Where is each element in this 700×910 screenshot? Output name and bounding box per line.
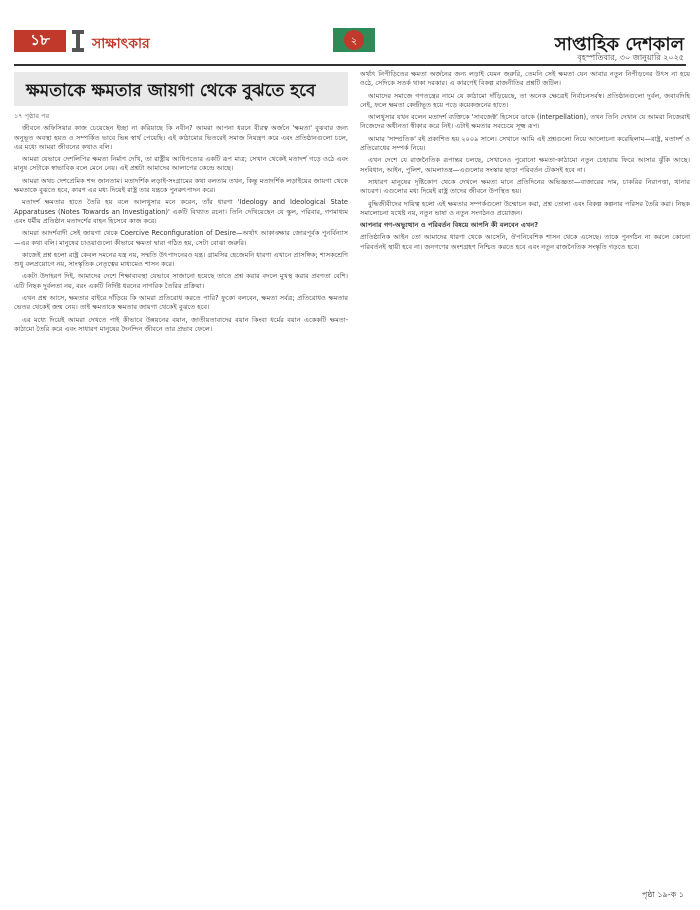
masthead: সাপ্তাহিক দেশকাল [554, 34, 684, 55]
paragraph: আলথুসার যখন বলেন মতাদর্শ ব্যক্তিকে 'সাবজেক্ট' হিসেবে ডাকে (interpellation), তখন তিনি দেখান যে আমরা নিজেরাই নিজেদের অধীনতা স্বীকার করে নিই। এটাই ক্ষমতার সবচেয়ে সূক্ষ্ম রূপ। [360, 113, 690, 131]
header-rule [14, 64, 686, 66]
continued-to: পৃষ্ঠা ১৯-ক ১ [641, 890, 684, 899]
article-column-left [14, 112, 348, 900]
paragraph: অর্থাৎ নিপীড়িতের ক্ষমতা অর্জনের জন্য লড়াই যেমন জরুরি, তেমনি সেই ক্ষমতা যেন আবার নতুন নিপীড়নের উৎস না হয়ে ওঠে, সেদিকে সতর্ক থাকা দরকার। এ কারণেই বিকল্প রাজনীতির প্রশ্নটি জটিল। [360, 70, 690, 88]
paragraph: বুদ্ধিজীবীদের দায়িত্ব হলো এই ক্ষমতার সম্পর্কগুলো উন্মোচন করা, প্রশ্ন তোলা এবং বিকল্প কল্পনার পরিসর তৈরি করা। নিছক সমালোচনা যথেষ্ট নয়, নতুন ভাষা ও নতুন সংগঠনও প্রয়োজন। [360, 199, 690, 217]
svg-text:২: ২ [350, 36, 358, 47]
paragraph: জীবনে অফিসিয়ার কাজ চেয়েছেন ইচ্ছা না করিয়াছে কি নবীন? আমরা আপনা ধরনে বীরত্ব অর্জনে 'ক্ষমতা' বুঝবার জন্য অনুভূত অবস্থা হয়ত ও সম্পর্কিত ভাবে ভিন্ন স্বার্থ পেয়েছি। এই কাঠামোর ভিতরেই সমাজ নিয়ন্ত্রণ করে এবং প্রতিষ্ঠানগুলো চলে, এর মধ্যে আমরা জীবনের কথাও বলি। [14, 124, 348, 151]
paragraph: একটা উদাহরণ দিই, আমাদের দেশে শিক্ষাব্যবস্থা যেভাবে সাজানো হয়েছে তাতে প্রশ্ন করার বদলে মুখস্থ করার প্রবণতা বেশি। এটি নিছক দুর্বলতা নয়, বরং একটি নির্দিষ্ট ধরনের নাগরিক তৈরির প্রক্রিয়া। [14, 272, 348, 290]
paragraph: আমরা আদর্শবাদী সেই জায়গা থেকে Coercive Reconfiguration of Desire—অর্থাৎ আকাঙ্ক্ষার জোরপূর্বক পুনর্বিন্যাস—এর কথা বলি। মানুষের চাওয়াগুলো কীভাবে ক্ষমতা দ্বারা গঠিত হয়, সেটা বোঝা জরুরি। [14, 229, 348, 247]
section-label: সাক্ষাৎকার [92, 36, 150, 52]
interview-question: আপনার গণ-অভ্যুত্থান ও পরিবর্তন বিষয়ে আপনি কী বলবেন এখন? [360, 221, 539, 230]
article-column-right [360, 70, 690, 840]
section-marker-icon [70, 28, 86, 54]
paragraph: আমরা যেভাবে দেশলিপির ক্ষমতা নির্মাণ দেখি, তা রাষ্ট্রীয় আধিপত্যের একটি রূপ মাত্র; সেখান থেকেই মতাদর্শ গড়ে ওঠে এবং মানুষ সেটাকে স্বাভাবিক বলে মেনে নেয়। এই প্রশ্নটা আমাদের আলাপের কেন্দ্রে আছে। [14, 155, 348, 173]
paragraph: আমরা অথচ দেশপ্রেমিক শব্দ জানতাম। মতাদর্শিক লড়াই-সংগ্রামের কথা বলতাম তখন, কিন্তু মতাদর্শিক লড়াইয়ের জায়গা থেকে ক্ষমতাকে বুঝতে হবে, কারণ এর মধ্য দিয়েই রাষ্ট্র তার যন্ত্রকে পুনরুৎপাদন করে। [14, 176, 348, 195]
page-number: ১৮ [14, 30, 66, 52]
paragraph: আমার 'সাম্প্রতিক' বই প্রকাশিত হয় ২০০৯ সালে। সেখানে আমি এই প্রশ্নগুলো নিয়ে আলোচনা করেছিলাম—রাষ্ট্র, মতাদর্শ ও প্রতিরোধের সম্পর্ক নিয়ে। [360, 134, 690, 153]
paragraph: সাধারণ মানুষের দৃষ্টিকোণ থেকে দেখলে ক্ষমতা মানে প্রতিদিনের অভিজ্ঞতা—বাজারের দাম, চাকরির নিরাপত্তা, থানার আচরণ। এগুলোর মধ্য দিয়েই রাষ্ট্র তাদের জীবনে উপস্থিত হয়। [360, 177, 690, 196]
paragraph: এখন দেশে যে রাজনৈতিক রূপান্তর চলছে, সেখানেও পুরোনো ক্ষমতা-কাঠামো নতুন চেহারায় ফিরে আসার ঝুঁকি আছে। সংবিধান, আইন, পুলিশ, আমলাতন্ত্র—এগুলোর সংস্কার ছাড়া পরিবর্তন টেকসই হবে না। [360, 156, 690, 174]
interview-answer: প্রাতিষ্ঠানিক আইন তো আমাদের ধারণা থেকে আসেনি, ঔপনিবেশিক শাসন থেকে এসেছে। তাকে পুনর্গঠন না করলে কোনো পরিবর্তনই স্থায়ী হবে না। জনগণের অংশগ্রহণ নিশ্চিত করতে হবে এবং নতুন রাজনৈতিক সংস্কৃতি গড়তে হবে। [360, 233, 690, 251]
paragraph: এখন প্রশ্ন আসে, ক্ষমতার বাইরে দাঁড়িয়ে কি আমরা প্রতিরোধ করতে পারি? ফুকো বলবেন, ক্ষমতা সর্বত্র; প্রতিরোধও ক্ষমতার ভেতর থেকেই জন্ম নেয়। তাই ক্ষমতাকে ক্ষমতার জায়গা থেকেই বুঝতে হবে। [14, 294, 348, 312]
issue-date: বৃহস্পতিবার, ৩০ জানুয়ারি ২০২৫ [577, 53, 684, 62]
publication-logo-icon [333, 22, 375, 58]
paragraph: আমাদের সমাজে গণতন্ত্রের নামে যে কাঠামো দাঁড়িয়েছে, তা অনেক ক্ষেত্রেই নির্বাচনসর্বস্ব। প্রতিষ্ঠানগুলো দুর্বল, জবাবদিহি নেই, ফলে ক্ষমতা কেন্দ্রীভূত হয়ে পড়ে কয়েকজনের হাতে। [360, 91, 690, 109]
paragraph: মতাদর্শ ক্ষমতার হাতে তৈরি হয় বলে আলথুসার মনে করেন, তাঁর ধারণা 'Ideology and Ideological State Apparatuses (Notes Towards an Investigation)' একটি বিখ্যাত রচনা। তিনি দেখিয়েছেন যে স্কুল, পরিবার, গণমাধ্যম এবং ধর্মীয় প্রতিষ্ঠান মতাদর্শের বাহন হিসেবে কাজ করে। [14, 198, 348, 225]
paragraph: এর মধ্যে দিয়েই আমরা দেখতে পাই কীভাবে উন্নয়নের বয়ান, জাতীয়তাবাদের বয়ান কিংবা ধর্মের বয়ান একেকটি ক্ষমতা-কাঠামো তৈরি করে এবং সাধারণ মানুষের দৈনন্দিন জীবনে তার প্রভাব ফেলে। [14, 315, 348, 333]
paragraph: কাজেই প্রশ্ন হলো রাষ্ট্র কেবল দমনের যন্ত্র নয়, সম্মতি উৎপাদনেরও যন্ত্র। গ্রামসির হেজেমনি ধারণা এখানে প্রাসঙ্গিক; শাসকশ্রেণি শুধু বলপ্রয়োগে নয়, সাংস্কৃতিক নেতৃত্বের মাধ্যমেও শাসন করে। [14, 250, 348, 269]
article-headline: ক্ষমতাকে ক্ষমতার জায়গা থেকে বুঝতে হবে [26, 81, 316, 101]
page-header [0, 0, 700, 62]
continued-from: ১৭ পৃষ্ঠার পর [14, 112, 50, 120]
